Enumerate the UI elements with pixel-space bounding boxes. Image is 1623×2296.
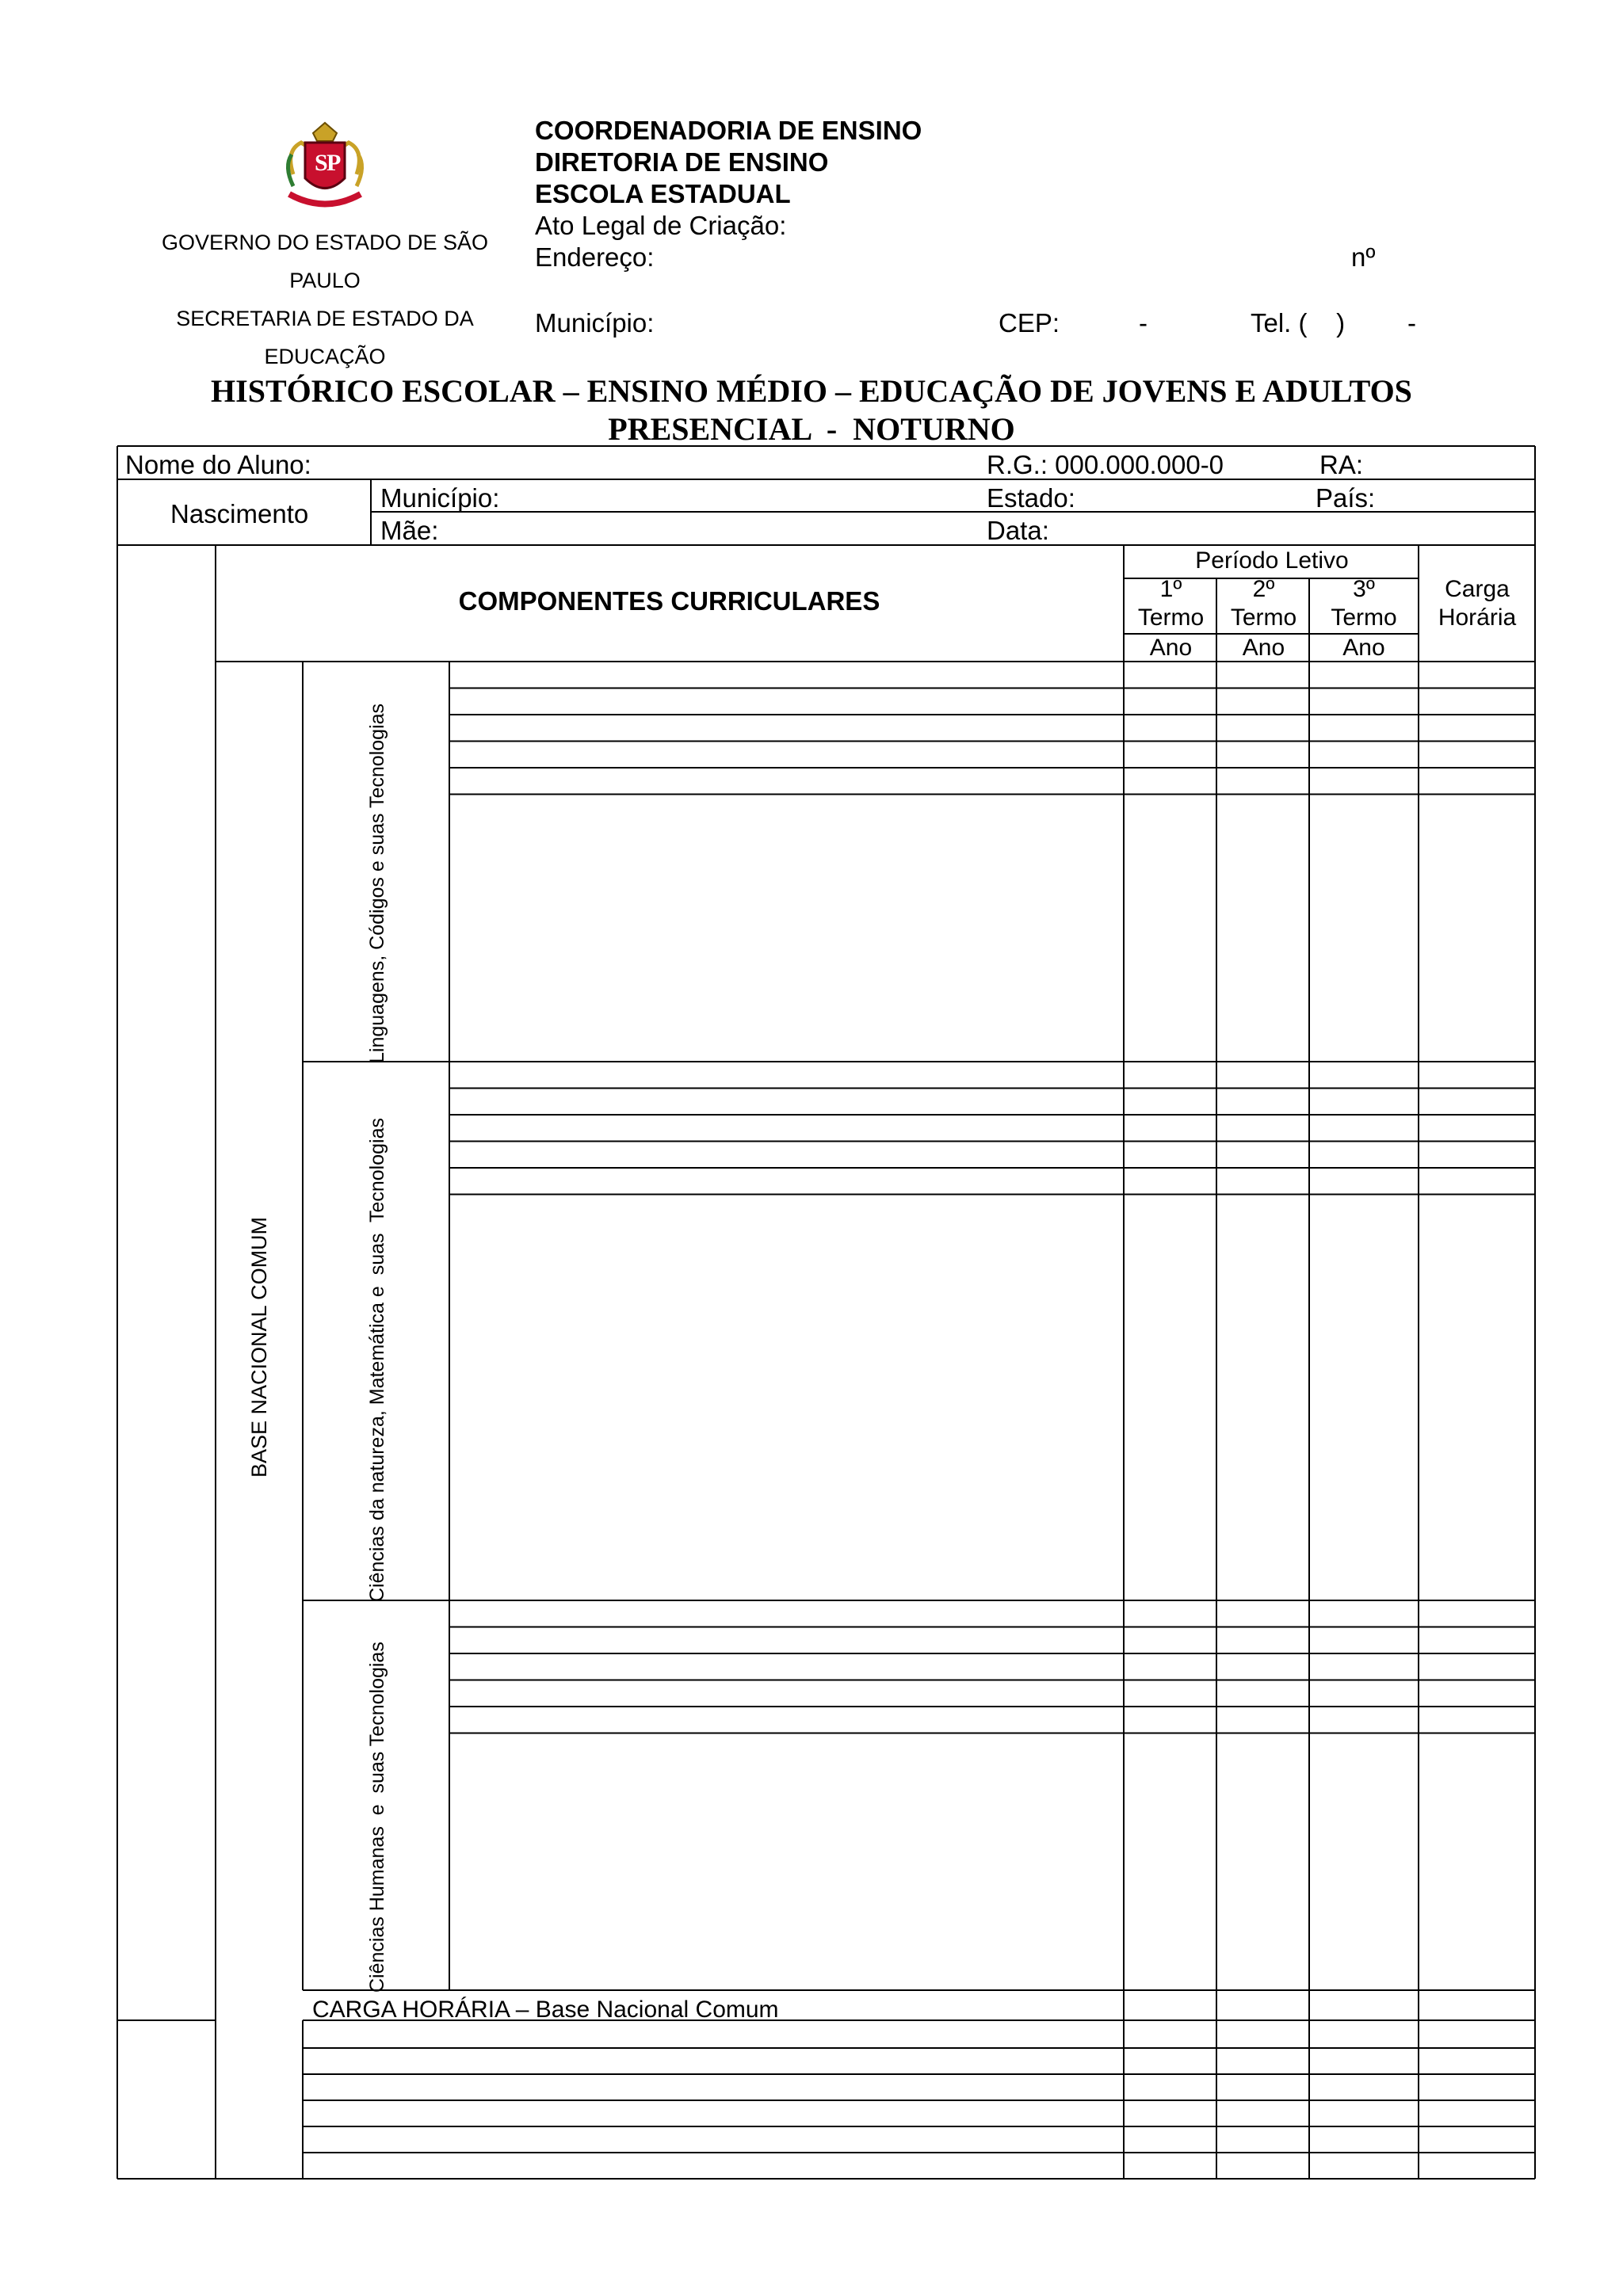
componentes-curriculares-header: COMPONENTES CURRICULARES (458, 586, 880, 616)
data-label: Data: (987, 516, 1049, 545)
termo-2-label: Termo (1230, 605, 1297, 631)
cep-label: CEP: (999, 308, 1060, 338)
periodo-letivo-header: Período Letivo (1195, 547, 1349, 574)
coordenadoria-label: COORDENADORIA DE ENSINO (535, 116, 922, 145)
tel-label: Tel. ( ) (1251, 308, 1346, 338)
secretariat-label: SECRETARIA DE ESTADO DA EDUCAÇÃO (176, 307, 474, 368)
escola-label: ESCOLA ESTADUAL (535, 179, 791, 208)
carga-header: Carga (1445, 576, 1510, 602)
termo-2-ano: Ano (1242, 635, 1285, 661)
municipio-label: Município: (380, 483, 500, 513)
termo-3-num: 3º (1353, 576, 1375, 602)
termo-2-num: 2º (1252, 576, 1275, 602)
diretoria-label: DIRETORIA DE ENSINO (535, 147, 829, 177)
estado-label: Estado: (987, 483, 1075, 513)
termo-1-ano: Ano (1149, 635, 1193, 661)
document-subtitle: PRESENCIAL - NOTURNO (608, 411, 1015, 447)
government-label: GOVERNO DO ESTADO DE SÃO PAULO SECRETARIA DE ESTADO DA EDUCAÇÃO (151, 223, 499, 376)
numero-label: nº (1351, 242, 1376, 272)
termo-3-ano: Ano (1342, 635, 1385, 661)
pais-label: País: (1316, 483, 1376, 513)
nascimento-label: Nascimento (170, 499, 309, 528)
ra-label: RA: (1319, 450, 1364, 479)
document-title: HISTÓRICO ESCOLAR – ENSINO MÉDIO – EDUCAÇÃO DE JOVENS E ADULTOS (211, 373, 1412, 409)
nome-aluno-label: Nome do Aluno: (125, 450, 311, 479)
rg-label: R.G.: 000.000.000-0 (987, 450, 1224, 479)
tel-dash: - (1407, 308, 1416, 338)
termo-1-num: 1º (1159, 576, 1182, 602)
municipio-header-label: Município: (535, 308, 655, 338)
area-ciencias-natureza-label: Ciências da natureza, Matemática e suas Tecnologias (366, 1118, 388, 1602)
base-nacional-comum-label: BASE NACIONAL COMUM (247, 1216, 271, 1478)
termo-1-label: Termo (1137, 605, 1205, 631)
area-linguagens-label: Linguagens, Códigos e suas Tecnologias (366, 703, 388, 1063)
endereco-label: Endereço: (535, 242, 655, 272)
svg-text:P: P (327, 150, 342, 176)
termo-3-label: Termo (1331, 605, 1397, 631)
ato-legal-label: Ato Legal de Criação: (535, 211, 787, 240)
svg-text:S: S (315, 150, 328, 176)
horaria-header: Horária (1438, 605, 1517, 631)
mae-label: Mãe: (380, 516, 439, 545)
area-ciencias-humanas-label: Ciências Humanas e suas Tecnologias (366, 1642, 388, 1993)
cep-dash: - (1139, 308, 1148, 338)
carga-horaria-base-label: CARGA HORÁRIA – Base Nacional Comum (312, 1997, 779, 2023)
